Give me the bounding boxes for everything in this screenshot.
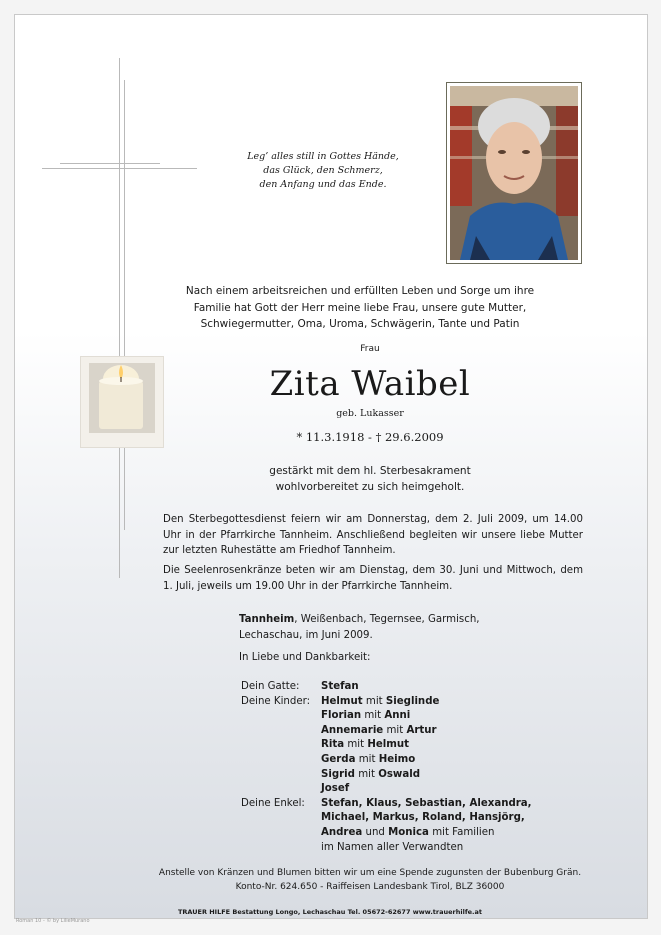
family-list [241,680,532,855]
list-item: Florian mit Anni [321,710,411,722]
template-credit: Roman 10 - © by LilieMurano [16,918,90,924]
husband-row: Dein Gatte: Stefan [241,681,359,692]
sacrament-text: gestärkt mit dem hl. Sterbesakrament wohlvorbereitet zu sich heimgeholt. [269,465,471,493]
rosary-text: Die Seelenrosenkränze beten wir am Dienstag, dem 30. Juni und Mittwoch, dem 1. Juli, jeweils um 19.00 Uhr in der Pfarrkirche Tannheim. [163,565,583,592]
intro-text: Nach einem arbeitsreichen und erfüllten Leben und Sorge um ihre Familie hat Gott der Herr meine liebe Frau, unsere gute Mutter, Schwiegermutter, Oma, Uroma, Schwägerin, Tante und Patin [185,285,535,330]
gratitude-line: In Liebe und Dankbarkeit: [239,652,371,663]
donation-note: Anstelle von Kränzen und Blumen bitten wir um eine Spende zugunsten der Bubenburg Grän. Konto-Nr. 624.650 - Raiffeisen Landesbank Tirol, BLZ 36000 [158,868,582,892]
deceased-name: Zita Waibel [269,364,471,404]
relatives-row: im Namen aller Verwandten [321,841,464,853]
list-item: Sigrid mit Oswald [321,768,420,780]
portrait-image [450,86,578,260]
children-row: Deine Kinder: Helmut mit Sieglinde [241,695,440,707]
maiden-name: geb. Lukasser [336,408,404,419]
funeral-service-text: Den Sterbegottesdienst feiern wir am Donnerstag, dem 2. Juli 2009, um 14.00 Uhr in der Pfarrkirche Tannheim. Anschließend begleiten wir unsere liebe Mutter zur letzten Ruhestätte am Friedhof Tannheim. [163,514,583,556]
life-dates: * 11.3.1918 - † 29.6.2009 [296,430,444,444]
list-item: Josef [321,783,350,795]
list-item: Gerda mit Heimo [321,753,416,765]
list-item: Rita mit Helmut [321,739,410,751]
salutation: Frau [360,344,380,354]
funeral-home-imprint: TRAUER HILFE Bestattung Longo, Lechaschau Tel. 05672-62677 www.trauerhilfe.at [177,908,483,916]
candle-image [80,356,164,448]
list-item: Andrea und Monica mit Familien [321,826,495,838]
place-date: Tannheim, Weißenbach, Tegernsee, Garmisch, Lechaschau, im Juni 2009. [239,614,480,641]
list-item: Annemarie mit Artur [321,724,437,736]
portrait-photo [446,82,582,264]
grandchildren-row: Deine Enkel: Stefan, Klaus, Sebastian, Alexandra, [241,797,532,809]
list-item: Michael, Markus, Roland, Hansjörg, [321,812,525,824]
poem: Leg’ alles still in Gottes Hände, das Glück, den Schmerz, den Anfang und das Ende. [247,151,399,190]
